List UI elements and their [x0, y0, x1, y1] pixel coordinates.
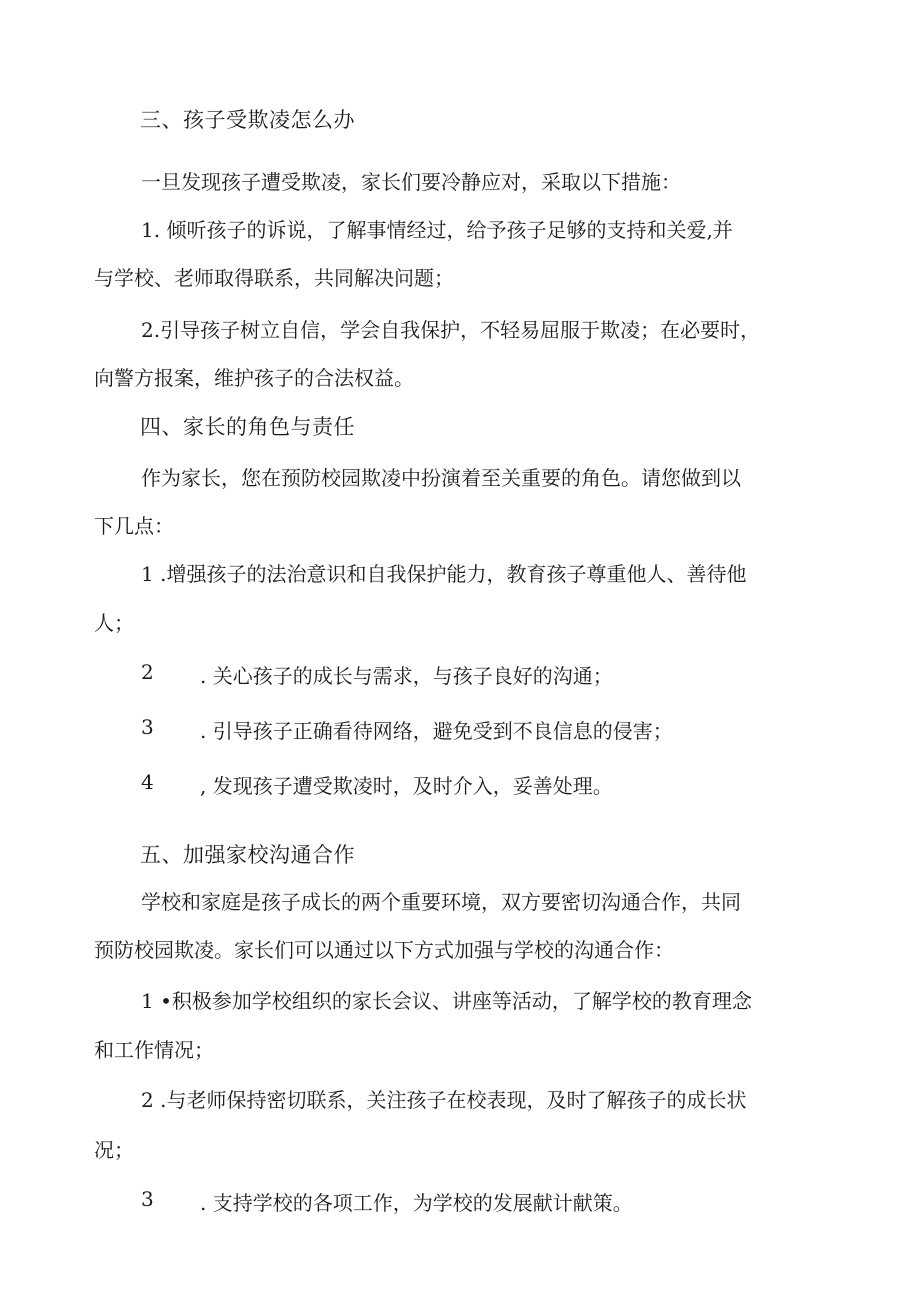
- section-4-heading: 四、家长的角色与责任: [140, 415, 355, 439]
- section-4-intro-line-2: 下几点：: [94, 514, 174, 538]
- section-3-item-2-line-1: 2.引导孩子树立自信，学会自我保护，不轻易屈服于欺凌；在必要时，: [141, 318, 761, 342]
- section-4-item-4-number: 4: [141, 770, 154, 794]
- section-5-item-3-number: 3: [141, 1187, 154, 1211]
- section-5-heading: 五、加强家校沟通合作: [140, 843, 355, 867]
- section-5-item-1-line-1: 1 •积极参加学校组织的家长会议、讲座等活动，了解学校的教育理念: [141, 989, 752, 1013]
- section-3-item-2-line-2: 向警方报案，维护孩子的合法权益。: [94, 366, 414, 390]
- section-3-item-1-line-1: 1. 倾听孩子的诉说，了解事情经过，给予孩子足够的支持和关爱,并: [141, 218, 733, 242]
- section-5-item-1-line-2: 和工作情况；: [94, 1038, 214, 1062]
- section-4-item-3-text: . 引导孩子正确看待网络，避免受到不良信息的侵害；: [200, 719, 673, 743]
- section-4-item-2-number: 2: [141, 660, 154, 684]
- section-4-item-2-text: . 关心孩子的成长与需求，与孩子良好的沟通；: [200, 664, 613, 688]
- section-4-item-3-number: 3: [141, 715, 154, 739]
- section-3-item-1-line-2: 与学校、老师取得联系，共同解决问题；: [94, 266, 454, 290]
- section-3-heading: 三、孩子受欺凌怎么办: [140, 108, 355, 132]
- section-3-intro: 一旦发现孩子遭受欺凌，家长们要冷静应对，采取以下措施：: [141, 170, 681, 194]
- section-5-intro-line-2: 预防校园欺凌。家长们可以通过以下方式加强与学校的沟通合作：: [94, 938, 674, 962]
- section-5-item-2-line-1: 2 .与老师保持密切联系，关注孩子在校表现，及时了解孩子的成长状: [141, 1088, 747, 1112]
- section-4-intro-line-1: 作为家长，您在预防校园欺凌中扮演着至关重要的角色。请您做到以: [141, 466, 741, 490]
- section-5-item-3-text: . 支持学校的各项工作，为学校的发展献计献策。: [200, 1191, 633, 1215]
- section-5-intro-line-1: 学校和家庭是孩子成长的两个重要环境，双方要密切沟通合作，共同: [141, 890, 741, 914]
- section-5-item-2-line-2: 况；: [94, 1138, 134, 1162]
- section-4-item-1-line-1: 1 .增强孩子的法治意识和自我保护能力，教育孩子尊重他人、善待他: [141, 562, 747, 586]
- section-4-item-1-line-2: 人；: [94, 611, 134, 635]
- section-4-item-4-text: , 发现孩子遭受欺凌时，及时介入，妥善处理。: [200, 774, 613, 798]
